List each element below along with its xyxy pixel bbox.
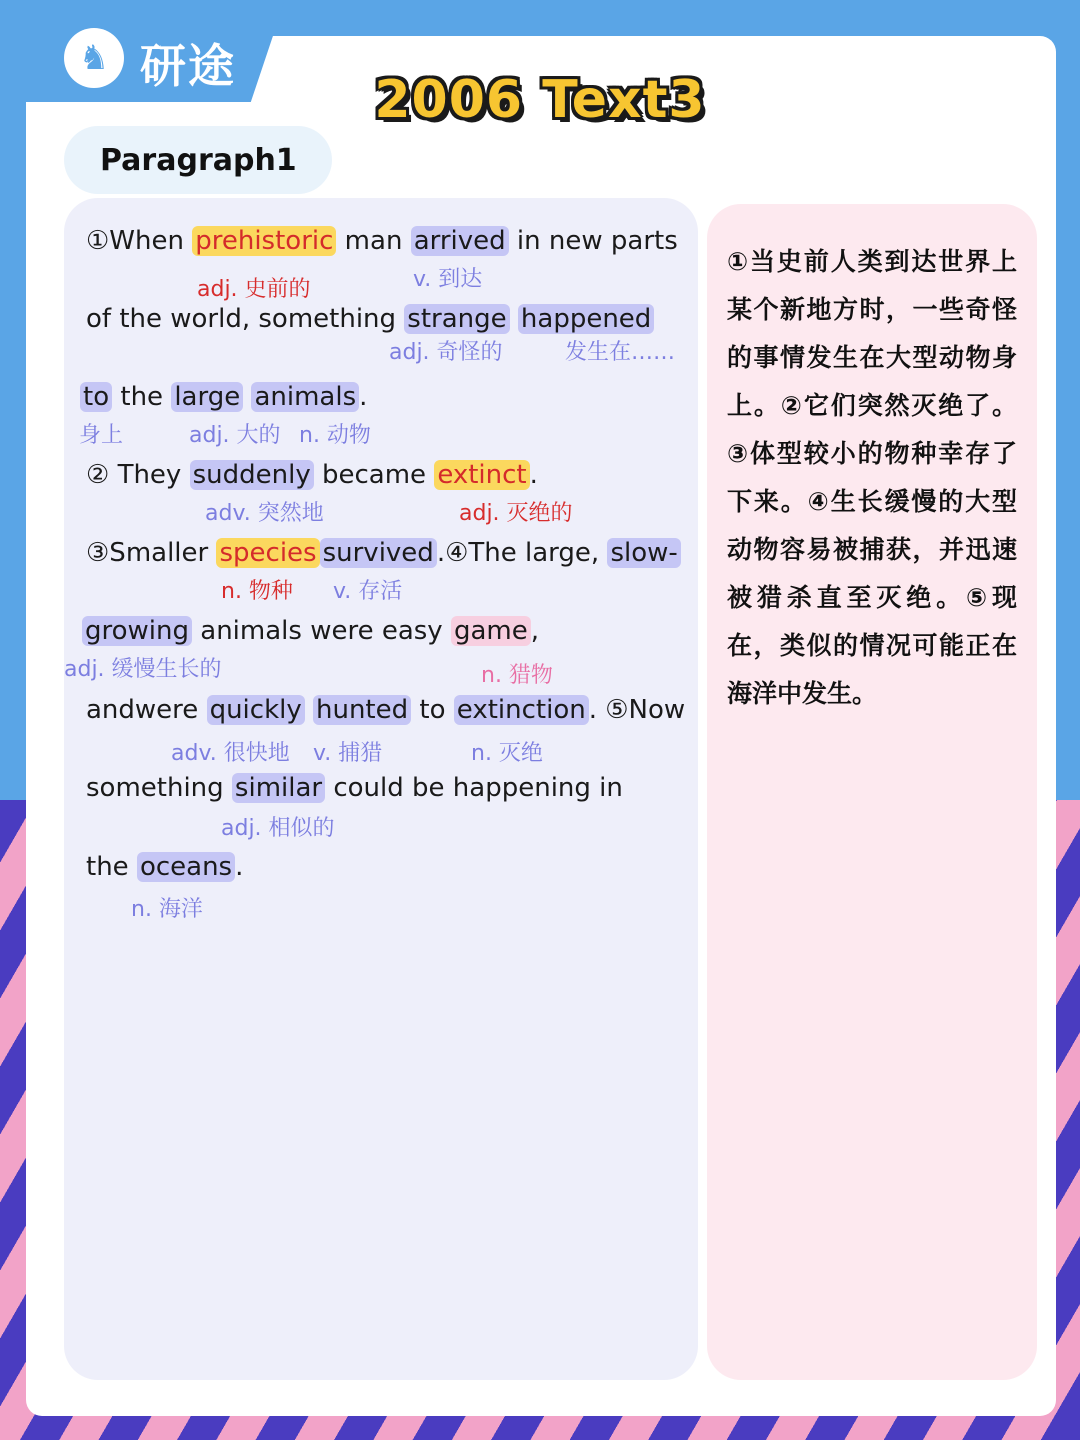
- vocab-annotation: adv. 突然地: [205, 501, 324, 526]
- text-segment: could be happening in: [325, 773, 623, 803]
- text-segment: andwere: [86, 695, 207, 725]
- text-segment: to: [411, 695, 454, 725]
- vocab-annotation: v. 存活: [333, 579, 403, 604]
- text-segment: became: [313, 460, 435, 490]
- vocab-annotation: v. 到达: [413, 267, 483, 292]
- text-line: [86, 226, 678, 256]
- vocab-word: hunted: [313, 695, 411, 725]
- text-line: [86, 773, 623, 803]
- text-line: [86, 304, 654, 334]
- vocab-annotation: n. 猎物: [481, 663, 553, 688]
- text-line: [80, 382, 367, 412]
- chinese-translation: ①当史前人类到达世界上某个新地方时，一些奇怪的事情发生在大型动物身上。②它们突然灭绝了。③体型较小的物种幸存了下来。④生长缓慢的大型动物容易被捕获，并迅速被猎杀直至灭绝。⑤现在，类似的情况可能正在海洋中发生。: [727, 247, 1017, 708]
- text-segment: ,: [530, 616, 539, 646]
- text-segment: the: [112, 382, 172, 412]
- unicorn-icon: ♞: [64, 28, 124, 88]
- text-line: [86, 695, 685, 725]
- text-segment: .: [529, 460, 538, 490]
- text-segment: man: [336, 226, 411, 256]
- vocab-word: species: [216, 538, 319, 568]
- text-segment: in new parts: [508, 226, 678, 256]
- text-segment: ③Smaller: [86, 538, 217, 568]
- text-segment: .④The large,: [436, 538, 608, 568]
- vocab-annotation: adj. 奇怪的: [389, 340, 503, 365]
- vocab-annotation: adj. 相似的: [221, 816, 335, 841]
- paragraph-label: Paragraph1: [64, 126, 332, 194]
- vocab-word: suddenly: [190, 460, 314, 490]
- text-segment: animals were easy: [192, 616, 451, 646]
- vocab-word: game: [451, 616, 531, 646]
- vocab-word: growing: [82, 616, 192, 646]
- text-segment: . ⑤Now: [588, 695, 686, 725]
- vocab-word: quickly: [207, 695, 305, 725]
- chinese-panel: [707, 204, 1037, 1380]
- vocab-word: extinction: [454, 695, 589, 725]
- text-line: [82, 616, 539, 646]
- text-segment: ①When: [86, 226, 193, 256]
- vocab-word: oceans: [137, 852, 235, 882]
- vocab-word: extinct: [434, 460, 529, 490]
- vocab-word: happened: [518, 304, 654, 334]
- brand-name: 研途: [140, 39, 236, 93]
- vocab-annotation: adj. 灭绝的: [459, 501, 573, 526]
- text-line: [86, 538, 681, 568]
- vocab-word: strange: [404, 304, 509, 334]
- vocab-word: animals: [251, 382, 359, 412]
- vocab-annotation: adj. 缓慢生长的: [64, 657, 222, 682]
- vocab-word: slow-: [607, 538, 680, 568]
- vocab-word: large: [171, 382, 243, 412]
- vocab-annotation: n. 灭绝: [471, 741, 543, 766]
- vocab-annotation: adj. 大的: [189, 423, 281, 448]
- text-segment: ② They: [86, 460, 190, 490]
- vocab-annotation: adv. 很快地: [171, 741, 290, 766]
- vocab-word: arrived: [411, 226, 509, 256]
- text-segment: the: [86, 852, 137, 882]
- vocab-annotation: n. 海洋: [131, 897, 203, 922]
- text-segment: something: [86, 773, 232, 803]
- text-segment: .: [359, 382, 368, 412]
- page-title: 2006 Text3: [374, 70, 706, 130]
- vocab-annotation: v. 捕猎: [313, 741, 383, 766]
- text-segment: of the world, something: [86, 304, 405, 334]
- vocab-word: to: [80, 382, 112, 412]
- vocab-annotation: n. 物种: [221, 579, 293, 604]
- vocab-annotation: adj. 史前的: [197, 277, 311, 302]
- vocab-annotation: 身上: [79, 423, 124, 448]
- vocab-word: prehistoric: [192, 226, 336, 256]
- text-segment: .: [235, 852, 244, 882]
- text-line: [86, 460, 538, 490]
- text-line: [86, 852, 243, 882]
- vocab-word: survived: [320, 538, 437, 568]
- vocab-annotation: n. 动物: [299, 423, 371, 448]
- vocab-word: similar: [232, 773, 325, 803]
- vocab-annotation: 发生在……: [565, 340, 676, 365]
